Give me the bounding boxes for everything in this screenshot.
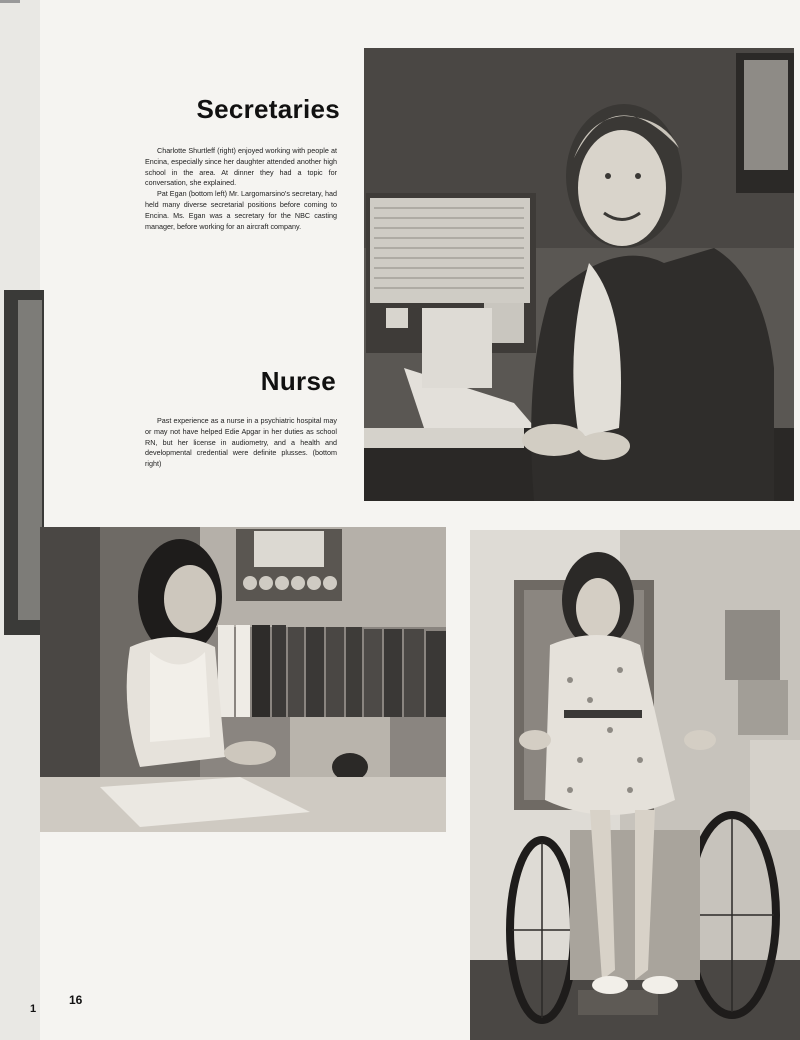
edge-page-number: 1 (30, 1003, 37, 1015)
previous-page-edge (0, 0, 40, 1040)
secretaries-title: Secretaries (196, 94, 340, 124)
nurse-paragraph-1: Past experience as a nurse in a psychiatric hospital may or may not have helped Edie Apgar in her duties as school RN, but her license in audiometry, and a health and developmental credential were definite plusses. (bottom right) (145, 416, 337, 469)
photo-pat-egan (40, 527, 446, 832)
photo-charlotte-shurtleff (364, 48, 794, 501)
nurse-text (145, 416, 337, 470)
secretaries-text (145, 146, 337, 232)
secretaries-paragraph-1: Charlotte Shurtleff (right) enjoyed working with people at Encina, especially since her daughter attended another high school in the area. At dinner they had a topic for conversation, she explained. (145, 146, 337, 188)
nurse-title: Nurse (260, 366, 336, 396)
photo-edie-apgar (470, 530, 800, 1040)
bulletin-paper (370, 198, 530, 303)
page-number: 16 (69, 993, 83, 1007)
secretaries-paragraph-2: Pat Egan (bottom left) Mr. Largomarsino's secretary, had held many diverse secretarial positions before coming to Encina. Ms. Egan was a secretary for the NBC casting manager, before working for an aircraft company. (145, 189, 337, 231)
page-corner-mark (0, 0, 20, 3)
previous-page-photo-detail (18, 300, 42, 620)
